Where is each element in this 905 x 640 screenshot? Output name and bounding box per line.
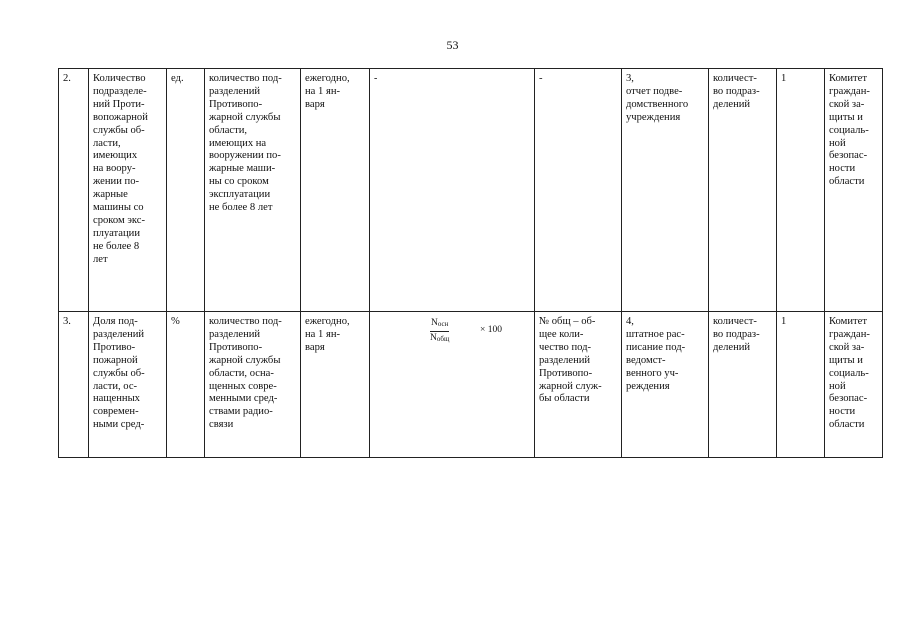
- cell-source: 3, отчет подве- домственного учреждения: [622, 69, 709, 312]
- cell-unit: %: [167, 312, 205, 458]
- cell-responsible: Комитет граждан- ской за- щиты и социаль- ной безопас- ности области: [825, 69, 883, 312]
- cell-name: Количество подразделе- ний Проти- вопожарной службы об- ласти, имеющих на воору- жении по- жарные машины со сроком экс- плуатации не более 8 лет: [89, 69, 167, 312]
- formula-fraction: $N_{осн}$ $N_{общ}$: [430, 318, 450, 343]
- cell-unit: ед.: [167, 69, 205, 312]
- indicator-table: [58, 68, 883, 458]
- cell-formula: -: [370, 69, 535, 312]
- formula: [374, 316, 531, 356]
- cell-unit-observation: количест- во подраз- делений: [709, 312, 777, 458]
- table-row: [59, 312, 883, 458]
- cell-num: 2.: [59, 69, 89, 312]
- cell-responsible: Комитет граждан- ской за- щиты и социаль- ной безопас- ности области: [825, 312, 883, 458]
- cell-variables: № общ – об- щее коли- чество под- разделений Противопо- жарной служ- бы области: [535, 312, 622, 458]
- cell-num: 3.: [59, 312, 89, 458]
- cell-definition: количество под- разделений Противопо- жарной службы области, имеющих на вооружении по- жарные маши- ны со сроком эксплуатации не более 8 лет: [205, 69, 301, 312]
- cell-name: Доля под- разделений Противо- пожарной службы об- ласти, ос- нащенных современ- ными сред-: [89, 312, 167, 458]
- cell-code: 1: [777, 69, 825, 312]
- page-number: 53: [446, 38, 459, 52]
- formula-multiplier: × 100: [480, 325, 502, 335]
- cell-formula: [370, 312, 535, 458]
- table-row: [59, 69, 883, 312]
- cell-unit-observation: количест- во подраз- делений: [709, 69, 777, 312]
- cell-period: ежегодно, на 1 ян- варя: [301, 312, 370, 458]
- cell-variables: -: [535, 69, 622, 312]
- cell-source: 4, штатное рас- писание под- ведомст- венного уч- реждения: [622, 312, 709, 458]
- cell-definition: количество под- разделений Противопо- жарной службы области, осна- щенных совре- менными сред- ствами радио- связи: [205, 312, 301, 458]
- cell-period: ежегодно, на 1 ян- варя: [301, 69, 370, 312]
- cell-code: 1: [777, 312, 825, 458]
